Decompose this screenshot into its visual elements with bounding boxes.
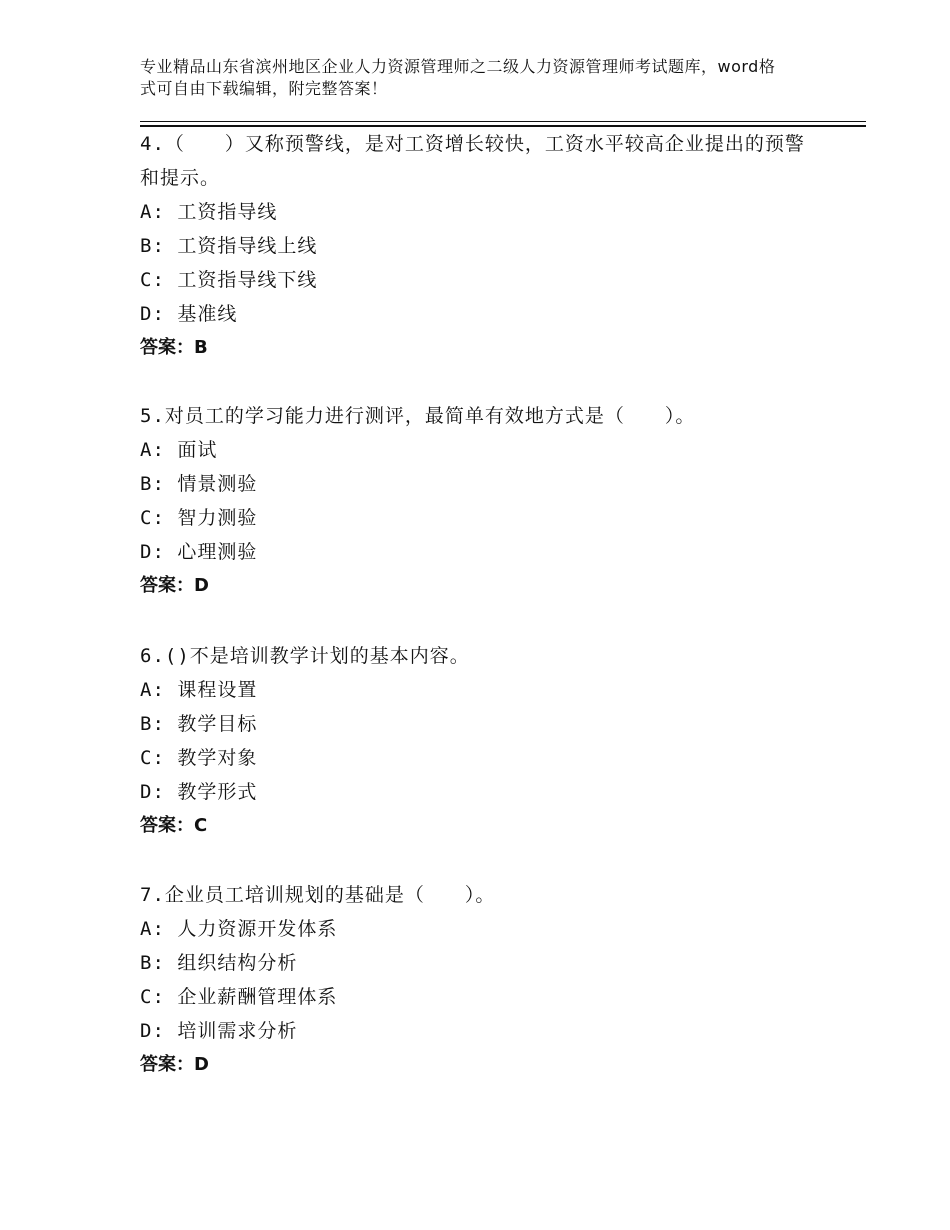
answer-line: 答案：D bbox=[140, 575, 209, 596]
option-a: A: 人力资源开发体系 bbox=[140, 918, 338, 940]
question-stem: 5.对员工的学习能力进行测评，最简单有效地方式是（ ）。 bbox=[140, 405, 696, 427]
option-d: D: 培训需求分析 bbox=[140, 1020, 298, 1042]
question-5 bbox=[140, 399, 820, 603]
option-b: B: 工资指导线上线 bbox=[140, 235, 318, 257]
question-stem: 4.（ ）又称预警线，是对工资增长较快，工资水平较高企业提出的预警和提示。 bbox=[140, 133, 805, 189]
question-stem: 7.企业员工培训规划的基础是（ ）。 bbox=[140, 884, 496, 906]
question-6 bbox=[140, 639, 820, 843]
header-rule-thin bbox=[140, 121, 866, 122]
option-c: C: 智力测验 bbox=[140, 507, 258, 529]
answer-line: 答案：B bbox=[140, 337, 208, 358]
question-4 bbox=[140, 127, 820, 365]
option-c: C: 企业薪酬管理体系 bbox=[140, 986, 338, 1008]
option-d: D: 教学形式 bbox=[140, 781, 258, 803]
option-d: D: 基准线 bbox=[140, 303, 238, 325]
option-c: C: 工资指导线下线 bbox=[140, 269, 318, 291]
option-b: B: 教学目标 bbox=[140, 713, 258, 735]
option-a: A: 面试 bbox=[140, 439, 218, 461]
option-d: D: 心理测验 bbox=[140, 541, 258, 563]
option-a: A: 课程设置 bbox=[140, 679, 258, 701]
answer-line: 答案：C bbox=[140, 815, 208, 836]
question-7 bbox=[140, 878, 820, 1082]
option-b: B: 情景测验 bbox=[140, 473, 258, 495]
option-b: B: 组织结构分析 bbox=[140, 952, 298, 974]
question-stem: 6.()不是培训教学计划的基本内容。 bbox=[140, 645, 470, 667]
option-c: C: 教学对象 bbox=[140, 747, 258, 769]
option-a: A: 工资指导线 bbox=[140, 201, 278, 223]
document-header: 专业精品山东省滨州地区企业人力资源管理师之二级人力资源管理师考试题库，word格式可自由下载编辑，附完整答案！ bbox=[140, 57, 776, 98]
answer-line: 答案：D bbox=[140, 1054, 209, 1075]
